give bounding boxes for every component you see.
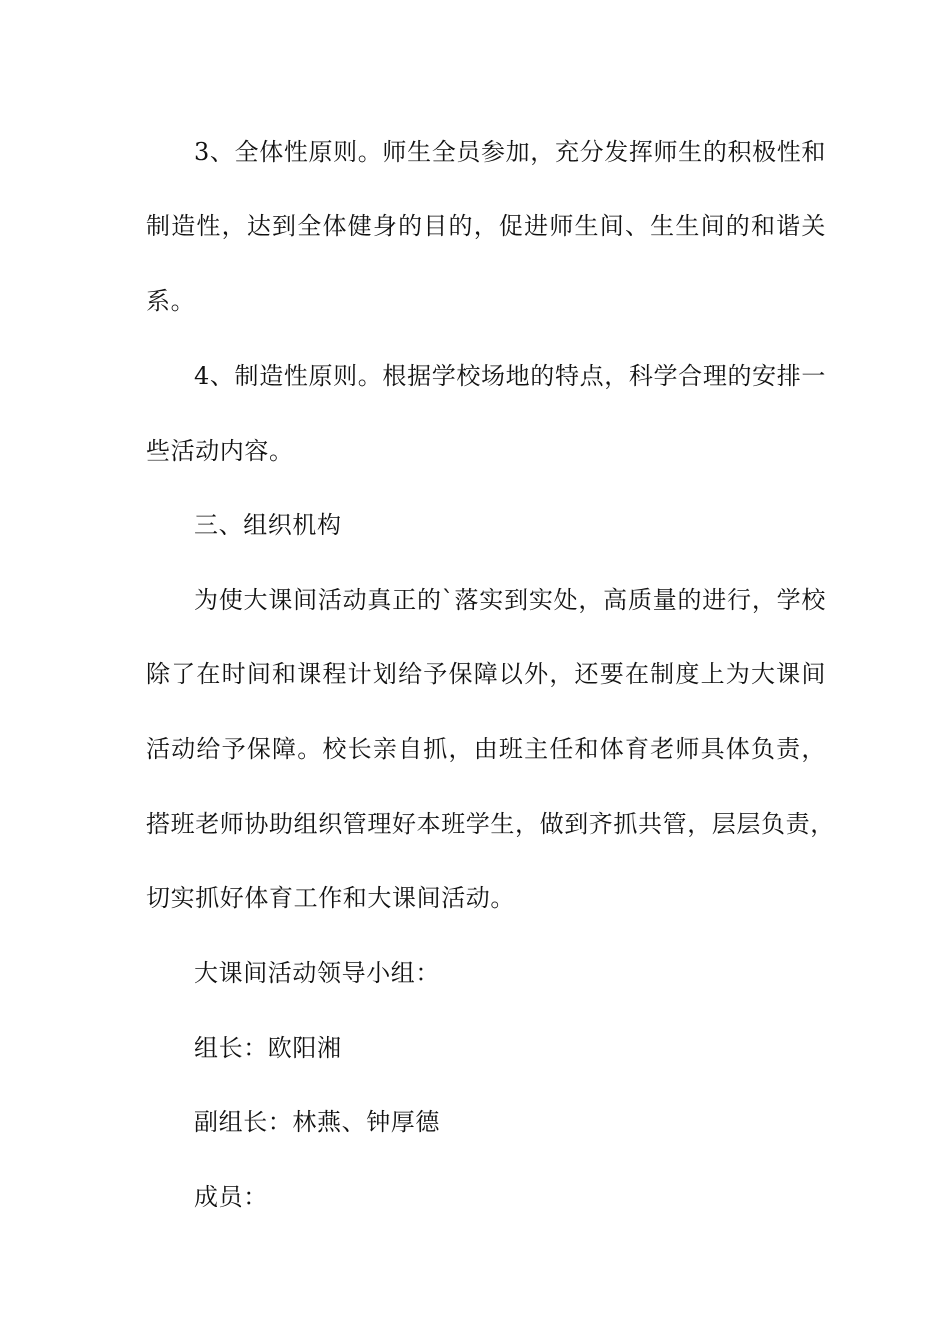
leadership-group-heading: 大课间活动领导小组： xyxy=(194,959,440,987)
paragraph-principle-4-line-2: 些活动内容。 xyxy=(146,437,294,465)
paragraph-principle-4-line-1: 4、制造性原则。根据学校场地的特点，科学合理的安排一 xyxy=(194,362,826,390)
deputy-group-leaders: 副组长：林燕、钟厚德 xyxy=(194,1108,440,1136)
paragraph-principle-3-line-2: 制造性，达到全体健身的目的，促进师生间、生生间的和谐关 xyxy=(146,212,826,240)
paragraph-organization-line-1: 为使大课间活动真正的`落实到实处，高质量的进行，学校 xyxy=(194,586,826,614)
paragraph-principle-3-line-1: 3、全体性原则。师生全员参加，充分发挥师生的积极性和 xyxy=(194,138,826,166)
paragraph-organization-line-5: 切实抓好体育工作和大课间活动。 xyxy=(146,884,515,912)
paragraph-organization-line-4: 搭班老师协助组织管理好本班学生，做到齐抓共管，层层负责， xyxy=(146,810,835,838)
paragraph-principle-3-line-3: 系。 xyxy=(146,287,196,315)
paragraph-organization-line-2: 除了在时间和课程计划给予保障以外，还要在制度上为大课间 xyxy=(146,660,826,688)
section-heading-organization: 三、组织机构 xyxy=(194,511,342,539)
group-members-label: 成员： xyxy=(194,1183,268,1211)
paragraph-organization-line-3: 活动给予保障。校长亲自抓，由班主任和体育老师具体负责， xyxy=(146,735,826,763)
group-leader: 组长：欧阳湘 xyxy=(194,1034,342,1062)
